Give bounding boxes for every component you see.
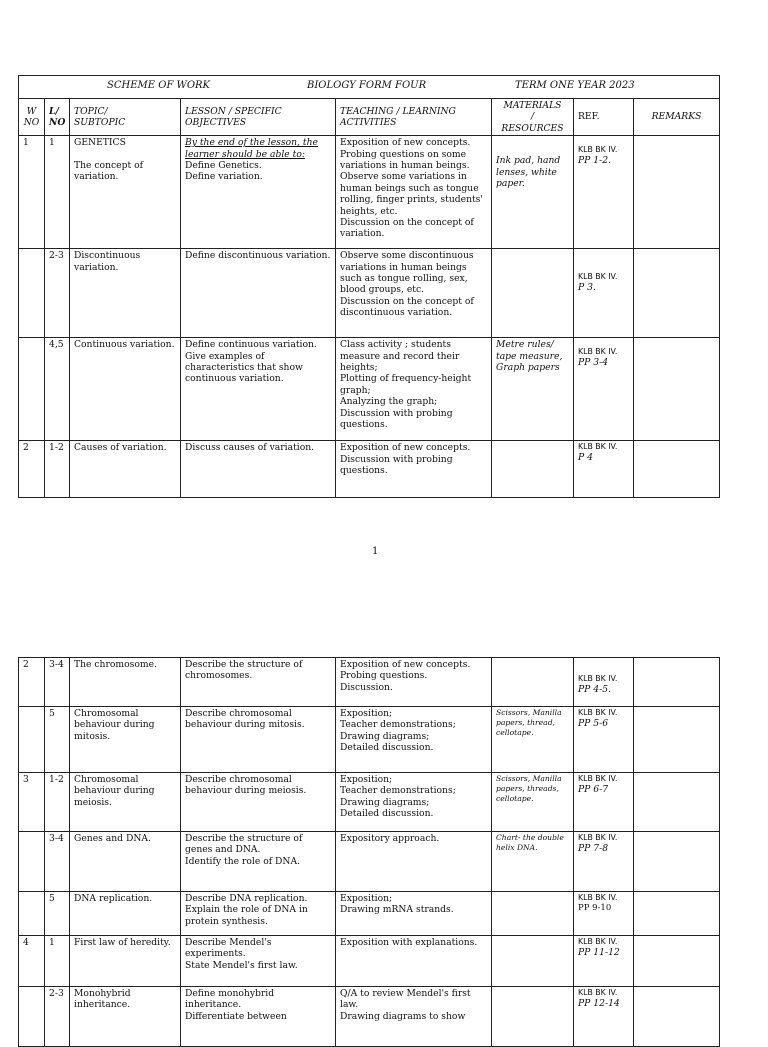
subject-title: BIOLOGY FORM FOUR (307, 80, 427, 91)
lesson-cell: 3-4 (45, 832, 70, 892)
topic-cell: First law of heredity. (70, 936, 181, 987)
objectives-cell: Discuss causes of variation. (181, 441, 336, 498)
objectives-cell: Describe Mendel's experiments. State Mendel's first law. (181, 936, 336, 987)
activities-cell: Exposition of new concepts. Probing questions on some variations in human beings. Observe some variations in human beings such as tongue rolling, finger prints, students' heights, etc. Discussion on the concept of variation. (336, 136, 492, 249)
table-title-row (19, 76, 720, 99)
lesson-cell: 2-3 (45, 987, 70, 1047)
ref-cell: KLB BK IV. PP 5-6 (574, 707, 634, 773)
remarks-cell (634, 249, 720, 338)
activities-cell: Exposition with explanations. (336, 936, 492, 987)
remarks-cell (634, 136, 720, 249)
table-row (19, 249, 720, 338)
col-header-ref: REF. (574, 99, 634, 136)
week-cell (19, 249, 45, 338)
materials-cell (492, 987, 574, 1047)
lesson-cell: 2-3 (45, 249, 70, 338)
topic-cell: Causes of variation. (70, 441, 181, 498)
objectives-cell: Define discontinuous variation. (181, 249, 336, 338)
lesson-cell: 3-4 (45, 658, 70, 707)
week-cell: 2 (19, 441, 45, 498)
week-cell (19, 707, 45, 773)
materials-cell: Metre rules/ tape measure, Graph papers (492, 338, 574, 441)
lesson-cell: 1 (45, 136, 70, 249)
col-header-activities: TEACHING / LEARNING ACTIVITIES (336, 99, 492, 136)
topic-cell: Chromosomal behaviour during mitosis. (70, 707, 181, 773)
activities-cell: Exposition; Teacher demonstrations; Drawing diagrams; Detailed discussion. (336, 773, 492, 832)
remarks-cell (634, 987, 720, 1047)
ref-cell: KLB BK IV. PP 3-4 (574, 338, 634, 441)
table-row (19, 441, 720, 498)
lesson-cell: 5 (45, 707, 70, 773)
lesson-cell: 4,5 (45, 338, 70, 441)
materials-cell (492, 441, 574, 498)
materials-cell (492, 249, 574, 338)
activities-cell: Exposition; Teacher demonstrations; Drawing diagrams; Detailed discussion. (336, 707, 492, 773)
remarks-cell (634, 658, 720, 707)
activities-cell: Exposition; Drawing mRNA strands. (336, 892, 492, 936)
lesson-cell: 1-2 (45, 773, 70, 832)
materials-cell (492, 658, 574, 707)
lesson-cell: 1 (45, 936, 70, 987)
ref-cell: KLB BK IV. PP 12-14 (574, 987, 634, 1047)
col-header-topic: TOPIC/ SUBTOPIC (70, 99, 181, 136)
ref-cell: KLB BK IV. PP 1-2. (574, 136, 634, 249)
table-row (19, 987, 720, 1047)
week-cell: 2 (19, 658, 45, 707)
remarks-cell (634, 441, 720, 498)
week-cell (19, 987, 45, 1047)
week-cell (19, 892, 45, 936)
topic-cell: Genes and DNA. (70, 832, 181, 892)
objectives-cell: Define continuous variation. Give examples of characteristics that show continuous variation. (181, 338, 336, 441)
col-header-remarks: REMARKS (634, 99, 720, 136)
term-title: TERM ONE YEAR 2023 (515, 80, 635, 91)
objectives-cell: Describe chromosomal behaviour during mitosis. (181, 707, 336, 773)
week-cell: 4 (19, 936, 45, 987)
week-cell: 3 (19, 773, 45, 832)
objectives-cell: By the end of the lesson, the learner should be able to: Define Genetics. Define variation. (181, 136, 336, 249)
topic-cell: Continuous variation. (70, 338, 181, 441)
table-row (19, 936, 720, 987)
table-row (19, 338, 720, 441)
activities-cell: Class activity ; students measure and record their heights; Plotting of frequency-height graph; Analyzing the graph; Discussion with probing questions. (336, 338, 492, 441)
ref-cell: KLB BK IV. PP 7-8 (574, 832, 634, 892)
col-header-materials: MATERIALS / RESOURCES (492, 99, 574, 136)
objectives-cell: Describe DNA replication. Explain the role of DNA in protein synthesis. (181, 892, 336, 936)
col-header-week: W NO (19, 99, 45, 136)
table-row (19, 773, 720, 832)
remarks-cell (634, 773, 720, 832)
ref-cell: KLB BK IV. PP 6-7 (574, 773, 634, 832)
topic-cell: DNA replication. (70, 892, 181, 936)
lesson-cell: 1-2 (45, 441, 70, 498)
table-row (19, 707, 720, 773)
objectives-cell: Describe chromosomal behaviour during meiosis. (181, 773, 336, 832)
lesson-cell: 5 (45, 892, 70, 936)
table-row (19, 136, 720, 249)
column-header-row (19, 99, 720, 136)
page-number: 1 (372, 546, 379, 557)
materials-cell: Chart- the double helix DNA. (492, 832, 574, 892)
remarks-cell (634, 338, 720, 441)
activities-cell: Exposition of new concepts. Probing questions. Discussion. (336, 658, 492, 707)
scheme-table-page-1 (18, 75, 720, 498)
objectives-cell: Describe the structure of chromosomes. (181, 658, 336, 707)
topic-cell: Monohybrid inheritance. (70, 987, 181, 1047)
table-row (19, 892, 720, 936)
remarks-cell (634, 892, 720, 936)
ref-cell: KLB BK IV. PP 9-10 (574, 892, 634, 936)
ref-cell: KLB BK IV. P 3. (574, 249, 634, 338)
col-header-lesson: L/ NO (45, 99, 70, 136)
scheme-title: SCHEME OF WORK (107, 80, 211, 91)
table-row (19, 658, 720, 707)
topic-cell: Discontinuous variation. (70, 249, 181, 338)
remarks-cell (634, 936, 720, 987)
activities-cell: Expository approach. (336, 832, 492, 892)
remarks-cell (634, 832, 720, 892)
activities-cell: Observe some discontinuous variations in human beings such as tongue rolling, sex, blood groups, etc. Discussion on the concept of discontinuous variation. (336, 249, 492, 338)
materials-cell: Scissors, Manilla papers, thread, cellotape. (492, 707, 574, 773)
ref-cell: KLB BK IV. PP 11-12 (574, 936, 634, 987)
materials-cell (492, 936, 574, 987)
scheme-table-page-2 (18, 657, 720, 1047)
week-cell (19, 338, 45, 441)
week-cell: 1 (19, 136, 45, 249)
remarks-cell (634, 707, 720, 773)
table-row (19, 832, 720, 892)
week-cell (19, 832, 45, 892)
topic-cell: GENETICS The concept of variation. (70, 136, 181, 249)
objectives-cell: Define monohybrid inheritance. Differentiate between (181, 987, 336, 1047)
col-header-objectives: LESSON / SPECIFIC OBJECTIVES (181, 99, 336, 136)
activities-cell: Exposition of new concepts. Discussion with probing questions. (336, 441, 492, 498)
objectives-cell: Describe the structure of genes and DNA. Identify the role of DNA. (181, 832, 336, 892)
activities-cell: Q/A to review Mendel's first law. Drawing diagrams to show (336, 987, 492, 1047)
materials-cell (492, 892, 574, 936)
ref-cell: KLB BK IV. PP 4-5. (574, 658, 634, 707)
topic-cell: Chromosomal behaviour during meiosis. (70, 773, 181, 832)
topic-cell: The chromosome. (70, 658, 181, 707)
ref-cell: KLB BK IV. P 4 (574, 441, 634, 498)
materials-cell: Ink pad, hand lenses, white paper. (492, 136, 574, 249)
materials-cell: Scissors, Manilla papers, threads, cellotape. (492, 773, 574, 832)
